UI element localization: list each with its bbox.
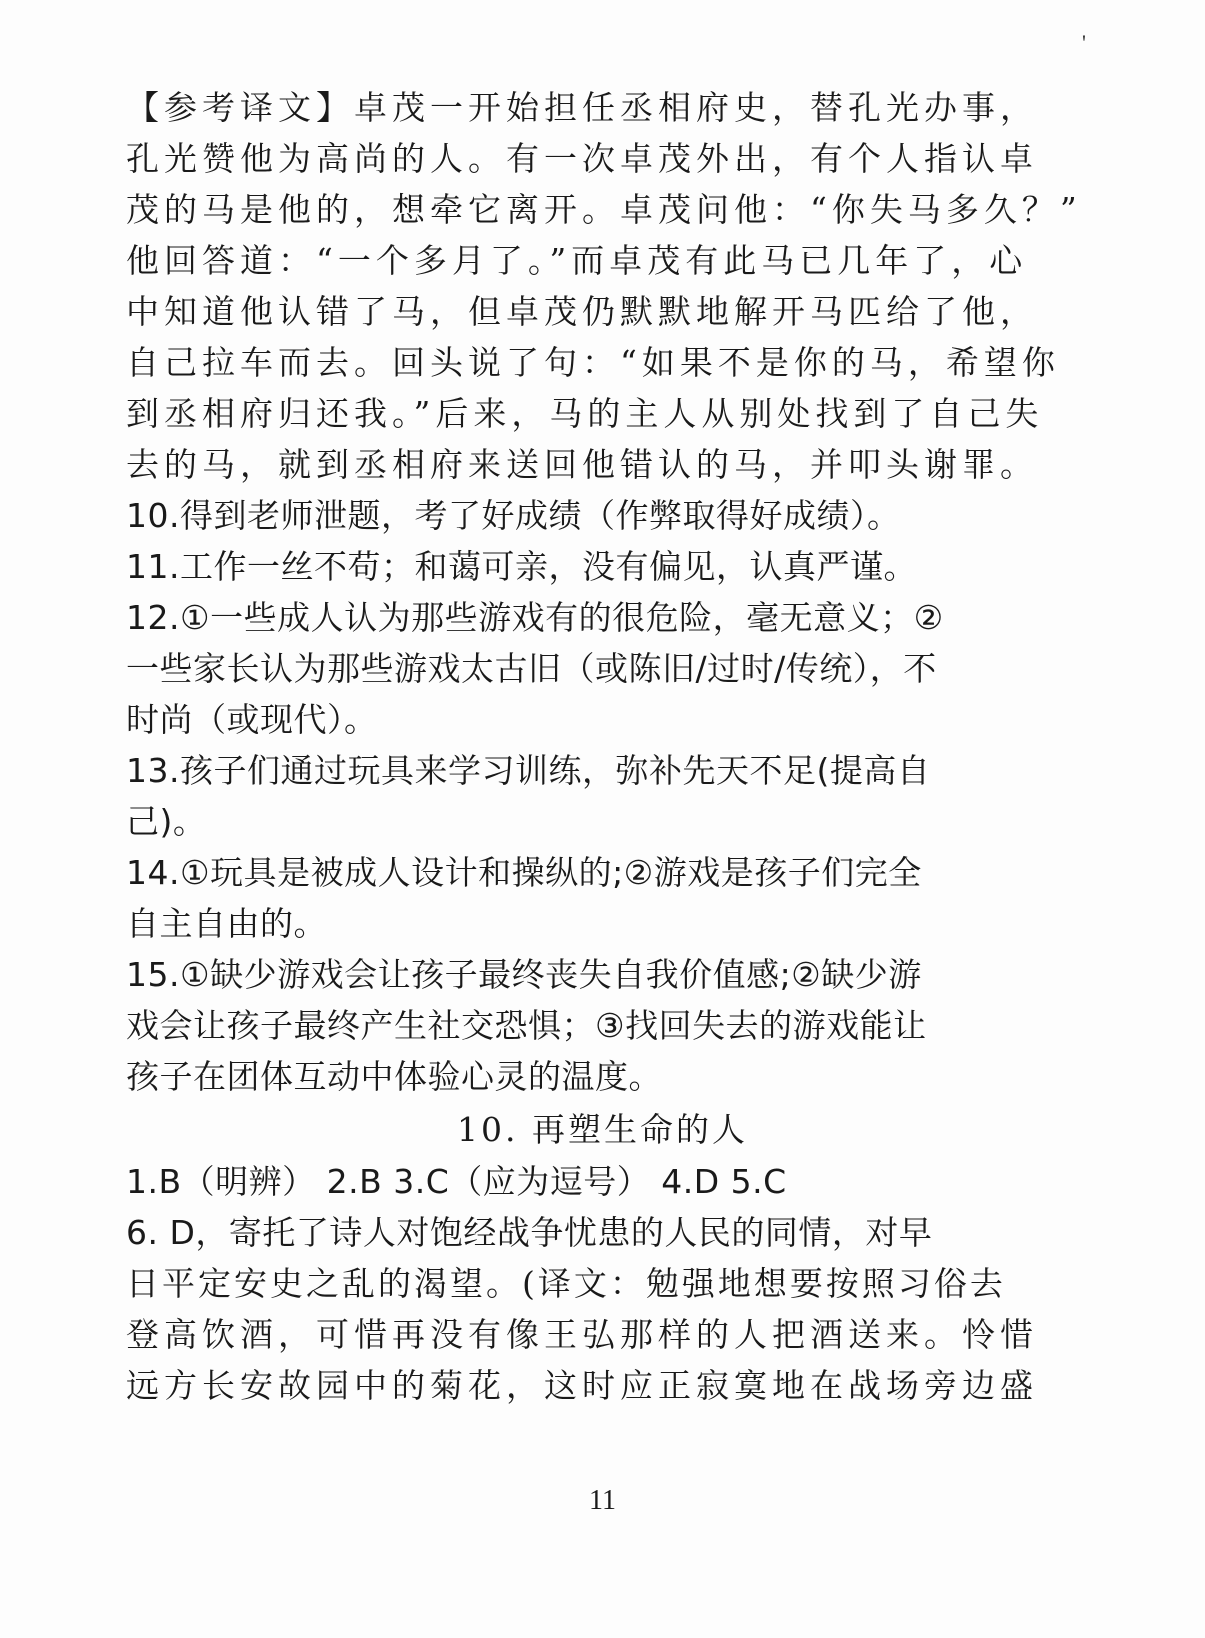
text-line-3: 茂的马是他的，想牵它离开。卓茂问他：“你失马多久？” [126,190,1082,229]
answer-6-line-4: 远方长安故园中的菊花，这时应正寂寞地在战场旁边盛 [126,1366,1038,1405]
page-number: 11 [589,1485,616,1516]
text-line-5: 中知道他认错了马，但卓茂仍默默地解开马匹给了他， [126,292,1038,331]
answer-14-line-2: 自主自由的。 [126,904,327,943]
answer-12-line-2: 一些家长认为那些游戏太古旧（或陈旧/过时/传统），不 [126,649,937,688]
answer-10: 10.得到老师泄题，考了好成绩（作弊取得好成绩）。 [126,496,901,535]
text-line-8: 去的马，就到丞相府来送回他错认的马，并叩头谢罪。 [126,445,1038,484]
answer-15-line-3: 孩子在团体互动中体验心灵的温度。 [126,1057,662,1096]
text-line-1: 【参考译文】卓茂一开始担任丞相府史，替孔光办事， [126,88,1038,127]
answer-13-line-2: 己)。 [126,802,207,841]
text-line-2: 孔光赞他为高尚的人。有一次卓茂外出，有个人指认卓 [126,139,1038,178]
text-line-4: 他回答道：“一个多月了。”而卓茂有此马已几年了，心 [126,241,1028,280]
text-line-6: 自己拉车而去。回头说了句：“如果不是你的马，希望你 [126,343,1060,382]
answer-12-line-3: 时尚（或现代）。 [126,700,378,739]
answer-14-line-1: 14.①玩具是被成人设计和操纵的;②游戏是孩子们完全 [126,853,922,892]
answer-15-line-2: 戏会让孩子最终产生社交恐惧；③找回失去的游戏能让 [126,1006,927,1045]
answer-line-choices: 1.B（明辨） 2.B 3.C（应为逗号） 4.D 5.C [126,1162,787,1201]
answer-6-line-1: 6. D，寄托了诗人对饱经战争忧患的人民的同情，对早 [126,1213,933,1252]
answer-6-line-2: 日平定安史之乱的渴望。(译文：勉强地想要按照习俗去 [126,1264,1006,1303]
answer-15-line-1: 15.①缺少游戏会让孩子最终丧失自我价值感;②缺少游 [126,955,922,994]
text-line-7: 到丞相府归还我。”后来，马的主人从别处找到了自己失 [126,394,1044,433]
answer-6-line-3: 登高饮酒，可惜再没有像王弘那样的人把酒送来。怜惜 [126,1315,1038,1354]
scan-mark: ' [1082,30,1086,55]
answer-11: 11.工作一丝不苟；和蔼可亲，没有偏见，认真严谨。 [126,547,917,586]
answer-13-line-1: 13.孩子们通过玩具来学习训练，弥补先天不足(提高自 [126,751,931,790]
answer-12-line-1: 12.①一些成人认为那些游戏有的很危险，毫无意义；② [126,598,944,637]
section-title: 10. 再塑生命的人 [457,1110,748,1149]
